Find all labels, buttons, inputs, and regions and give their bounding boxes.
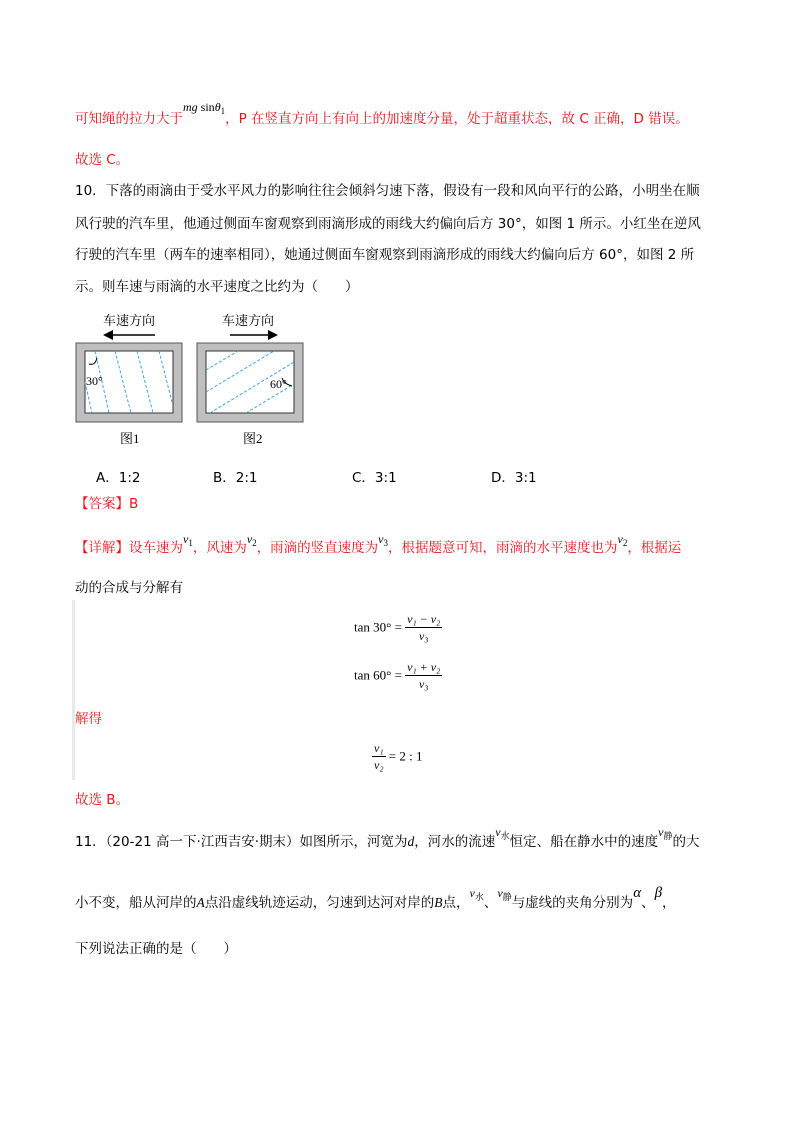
point-b: B [434,895,443,910]
eq-numerator: v₁ − v₂ [407,612,441,626]
text-segment: 小不变，船从河岸的 [75,895,197,911]
figure-2 [196,310,306,445]
fig1-arrow-label: 车速方向 [103,313,156,328]
solution-conclusion-b: 故选 B。 [75,792,130,808]
text-segment: 点沿虚线轨迹运动，匀速到达河对岸的 [204,895,435,911]
var-v-water [495,825,509,839]
var-beta: β [654,885,663,901]
fig1-caption: 图1 [120,431,140,446]
eq-lhs: tan 60° = [354,667,402,683]
solve-label: 解得 [75,711,102,727]
fig2-arrow-right-icon [196,328,306,342]
text-segment: 11．（20-21 高一下·江西吉安·期末）如图所示，河宽为 [75,834,408,850]
eq-denominator: v₃ [418,629,429,643]
fig1-angle-label: 30° [86,374,103,388]
text-segment: ，雨滴的竖直速度为 [256,540,379,556]
margin-bar [72,600,75,780]
solution-line-tension [75,100,689,133]
var-symbol: v [469,886,475,900]
q10-line-2: 风行驶的汽车里，他通过侧面车窗观察到雨滴形成的雨线大约偏向后方 30°，如图 1 所示。小红坐在逆风 [75,216,701,232]
var-symbol: v [246,532,253,546]
eq-denominator: v₂ [374,758,384,772]
var-v2 [617,532,627,546]
eq-fraction [405,611,442,644]
formula-mg-sin-theta [183,100,225,114]
text-segment: ，根据运 [627,540,682,556]
var-v-boat [497,886,511,900]
eq-lhs: tan 30° = [354,619,402,635]
detail-line-1 [75,532,682,562]
var-symbol: v [497,886,503,900]
fig2-caption: 图2 [243,431,263,446]
fig2-arrow-label: 车速方向 [222,313,275,328]
fig2-angle-label: 60° [270,377,287,391]
formula-sin: sin [200,100,215,114]
text-segment: 的大 [672,834,700,850]
fig2-window-drawing [196,342,306,424]
text-segment: 点， [442,895,470,911]
var-symbol: v [617,532,623,546]
text-segment: ， [662,895,676,911]
var-sub: 水 [500,831,510,841]
choice-a[interactable]: A．1:2 [96,470,141,486]
text-segment: ，根据题意可知，雨滴的水平速度也为 [387,540,618,556]
text-segment: ，风速为 [192,540,247,556]
var-sub: 1 [188,538,193,548]
q11-line-3: 下列说法正确的是（ ） [75,941,237,957]
text-segment: ，P 在竖直方向上有向上的加速度分量，处于超重状态，故 C 正确，D 错误。 [225,111,689,127]
choice-b[interactable]: B．2:1 [213,470,258,486]
text-segment: ，河水的流速 [414,834,496,850]
text-segment: 、 [641,895,655,911]
var-symbol: v [378,532,384,546]
answer-label: 【答案】B [75,496,139,512]
solution-conclusion-c: 故选 C。 [75,152,130,168]
q11-line-2 [75,885,676,917]
var-v2 [247,532,257,546]
q10-line-4: 示。则车速与雨滴的水平速度之比约为（ ） [75,279,359,295]
var-sub: 静 [502,892,512,902]
formula-sub: 1 [220,106,226,116]
choice-c[interactable]: C．3:1 [352,470,397,486]
var-symbol: v [183,532,189,546]
text-segment: 可知绳的拉力大于 [75,111,183,127]
equation-tan30 [354,611,442,644]
eq-denominator: v₃ [418,677,429,691]
text-segment: 设车速为 [129,540,183,556]
var-sub: 2 [252,538,257,548]
detail-tag: 【详解】 [75,540,129,556]
q11-line-1 [75,825,700,856]
eq-numerator: v₁ [374,741,384,755]
point-a: A [196,895,205,910]
eq-numerator: v₁ + v₂ [407,660,441,674]
var-v3 [378,532,388,546]
var-sub: 2 [622,538,628,548]
q10-line-1: 10．下落的雨滴由于受水平风力的影响往往会倾斜匀速下落，假设有一段和风向平行的公路，小明坐在顺 [75,183,700,199]
var-symbol: v [495,825,501,839]
var-sub: 水 [474,892,484,902]
var-d: d [407,834,415,849]
text-segment: 恒定、船在静水中的速度 [509,834,659,850]
fig1-arrow-left-icon [75,328,185,342]
text-segment: 、 [483,895,498,911]
choice-d[interactable]: D．3:1 [491,470,537,486]
eq-fraction [372,740,386,773]
detail-line-2: 动的合成与分解有 [75,580,183,596]
eq-rhs: = 2 : 1 [388,748,423,764]
var-sub: 3 [383,538,388,548]
var-v-water [470,886,484,900]
var-v1 [183,532,193,546]
formula-mg: mg [183,100,198,114]
equation-tan60 [354,659,442,692]
var-v-boat [658,825,672,839]
formula-theta: θ [214,100,221,114]
q10-line-3: 行驶的汽车里（两车的速率相同），她通过侧面车窗观察到雨滴形成的雨线大约偏向后方 60°，如图 2 所 [75,247,695,263]
var-symbol: v [658,825,664,839]
figure-1 [75,310,185,445]
equation-ratio [372,740,422,773]
text-segment: 与虚线的夹角分别为 [511,895,634,911]
var-alpha: α [633,885,642,901]
var-sub: 静 [663,831,673,841]
eq-fraction [405,659,442,692]
